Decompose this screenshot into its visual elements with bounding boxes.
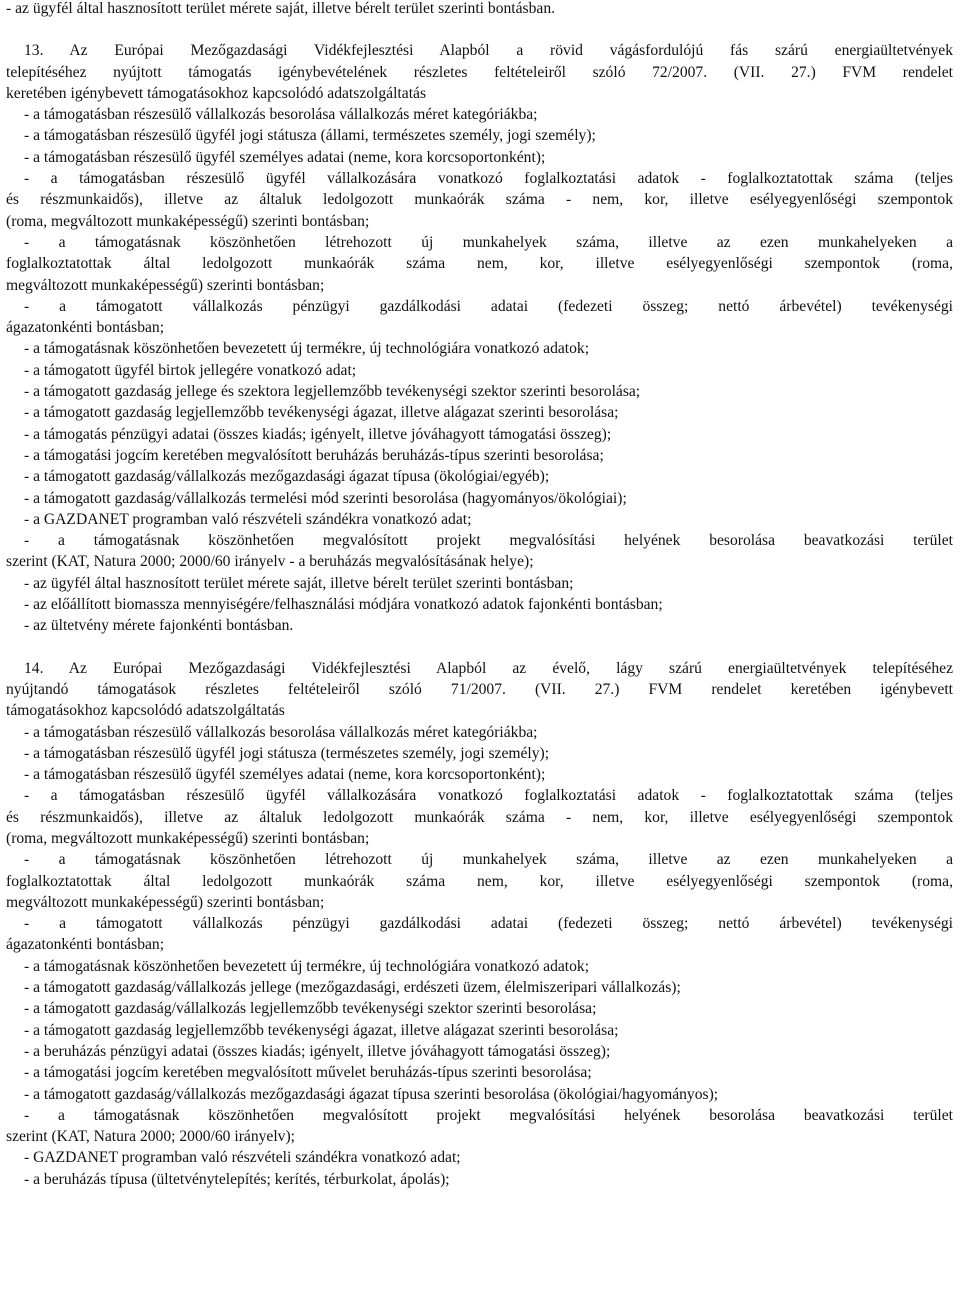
list-item-continuation: ágazatonkénti bontásban;: [6, 936, 165, 954]
section-13: [6, 40, 953, 636]
list-item: - a támogatásban részesülő ügyfél vállalkozására vonatkozó foglalkoztatási adatok - foglalkoztatottak száma (teljes: [24, 787, 953, 805]
list-item: - a támogatás pénzügyi adatai (összes kiadás; igényelt, illetve jóváhagyott támogatási összeg);: [24, 425, 612, 443]
list-item: - a támogatásban részesülő ügyfél személyes adatai (neme, kora korcsoportonként);: [24, 148, 546, 166]
list-item-continuation: és részmunkaidős), illetve az általuk ledolgozott munkaórák száma - nem, kor, illetve esélyegyenlőségi szempontok: [6, 191, 953, 209]
list-item: - a támogatásnak köszönhetően bevezetett új termékre, új technológiára vonatkozó adatok;: [24, 957, 590, 975]
list-item: - az ügyfél által hasznosított terület mérete saját, illetve bérelt terület szerinti bontásban.: [6, 0, 556, 17]
list-item: - az ültetvény mérete fajonkénti bontásban.: [24, 617, 294, 635]
list-item: - a támogatott vállalkozás pénzügyi gazdálkodási adatai (fedezeti összeg; nettó árbevétel) tevékenységi: [24, 915, 953, 933]
section-13-heading-line-1: 13. Az Európai Mezőgazdasági Vidékfejlesztési Alapból a rövid vágásfordulójú fás szárú energiaültetvények: [24, 42, 953, 60]
list-item: - GAZDANET programban való részvételi szándékra vonatkozó adat;: [24, 1149, 461, 1167]
list-item: - a támogatásban részesülő vállalkozás besorolása vállalkozás méret kategóriákba;: [24, 723, 538, 741]
list-item: - a támogatott gazdaság/vállalkozás mezőgazdasági ágazat típusa szerinti besorolása (ökológiai/hagyományos);: [24, 1085, 719, 1103]
list-item: - a beruházás típusa (ültetvénytelepítés; kerítés, térburkolat, ápolás);: [24, 1170, 450, 1188]
list-item-continuation: szerint (KAT, Natura 2000; 2000/60 irányelv);: [6, 1128, 295, 1146]
list-item-continuation: megváltozott munkaképességű) szerinti bontásban;: [6, 893, 325, 911]
section-14-heading-line-1: 14. Az Európai Mezőgazdasági Vidékfejlesztési Alapból az évelő, lágy szárú energiaültetvények telepítéséhez: [24, 659, 953, 677]
list-item: - az előállított biomassza mennyiségére/felhasználási módjára vonatkozó adatok fajonkénti bontásban;: [24, 596, 663, 614]
list-item-continuation: foglalkoztatottak által ledolgozott munkaórák száma nem, kor, illetve esélyegyenlőségi szempontok (roma,: [6, 255, 953, 273]
list-item: - a támogatási jogcím keretében megvalósított művelet beruházás-típus szerinti besorolása;: [24, 1064, 592, 1082]
section-13-heading-line-2: telepítéséhez nyújtott támogatás igénybevételének részletes feltételeiről szóló 72/2007. (VII. 27.) FVM rendelet: [6, 63, 953, 81]
list-item: - a beruházás pénzügyi adatai (összes kiadás; igényelt, illetve jóváhagyott támogatási összeg);: [24, 1042, 611, 1060]
paragraph-gap: [6, 19, 953, 40]
list-item: - a támogatásnak köszönhetően bevezetett új termékre, új technológiára vonatkozó adatok;: [24, 340, 590, 358]
list-item: - a támogatott ügyfél birtok jellegére vonatkozó adat;: [24, 361, 357, 379]
section-14-heading-line-3: támogatásokhoz kapcsolódó adatszolgáltatás: [6, 702, 285, 720]
list-item: - a támogatott gazdaság/vállalkozás jellege (mezőgazdasági, erdészeti üzem, élelmiszeripari vállalkozás);: [24, 979, 681, 997]
list-item: - a támogatásban részesülő vállalkozás besorolása vállalkozás méret kategóriákba;: [24, 106, 538, 124]
list-item-continuation: (roma, megváltozott munkaképességű) szerinti bontásban;: [6, 212, 370, 230]
list-item: - a támogatott gazdaság legjellemzőbb tevékenységi ágazat, illetve alágazat szerinti besorolása;: [24, 404, 619, 422]
list-item: - az ügyfél által hasznosított terület mérete saját, illetve bérelt terület szerinti bontásban;: [24, 574, 574, 592]
list-item: - a támogatásnak köszönhetően létrehozott új munkahelyek száma, illetve az ezen munkahelyeken a: [24, 851, 953, 869]
section-14: [6, 658, 953, 1190]
list-item-continuation: ágazatonkénti bontásban;: [6, 319, 165, 337]
section-14-heading-line-2: nyújtandó támogatások részletes feltételeiről szóló 71/2007. (VII. 27.) FVM rendelet keretében igénybevett: [6, 680, 953, 698]
list-item: - a támogatott gazdaság/vállalkozás legjellemzőbb tevékenységi szektor szerinti besorolása;: [24, 1000, 597, 1018]
section-13-heading-line-3: keretében igénybevett támogatásokhoz kapcsolódó adatszolgáltatás: [6, 84, 427, 102]
list-item: - a támogatásnak köszönhetően létrehozott új munkahelyek száma, illetve az ezen munkahelyeken a: [24, 233, 953, 251]
list-item: - a GAZDANET programban való részvételi szándékra vonatkozó adat;: [24, 510, 472, 528]
list-item: - a támogatott gazdaság/vállalkozás mezőgazdasági ágazat típusa (ökológiai/egyéb);: [24, 468, 550, 486]
paragraph-gap: [6, 637, 953, 658]
list-item: - a támogatásban részesülő ügyfél jogi státusza (természetes személy, jogi személy);: [24, 744, 550, 762]
list-item: - a támogatott gazdaság/vállalkozás termelési mód szerinti besorolása (hagyományos/ökológiai);: [24, 489, 627, 507]
list-item: - a támogatásban részesülő ügyfél személyes adatai (neme, kora korcsoportonként);: [24, 766, 546, 784]
list-item-continuation: (roma, megváltozott munkaképességű) szerinti bontásban;: [6, 829, 370, 847]
list-item-continuation: foglalkoztatottak által ledolgozott munkaórák száma nem, kor, illetve esélyegyenlőségi szempontok (roma,: [6, 872, 953, 890]
list-item: - a támogatásnak köszönhetően megvalósított projekt megvalósítási helyének besorolása beavatkozási terület: [24, 1106, 953, 1124]
list-item: - a támogatásnak köszönhetően megvalósított projekt megvalósítási helyének besorolása beavatkozási terület: [24, 532, 953, 550]
list-item: - a támogatásban részesülő ügyfél jogi státusza (állami, természetes személy, jogi személy);: [24, 127, 596, 145]
list-item-continuation: és részmunkaidős), illetve az általuk ledolgozott munkaórák száma - nem, kor, illetve esélyegyenlőségi szempontok: [6, 808, 953, 826]
list-item-continuation: megváltozott munkaképességű) szerinti bontásban;: [6, 276, 325, 294]
list-item-continuation: szerint (KAT, Natura 2000; 2000/60 irányelv - a beruházás megvalósításának helye);: [6, 553, 534, 571]
list-item: - a támogatásban részesülő ügyfél vállalkozására vonatkozó foglalkoztatási adatok - foglalkoztatottak száma (teljes: [24, 170, 953, 188]
list-item: - a támogatási jogcím keretében megvalósított beruházás beruházás-típus szerinti besorolása;: [24, 446, 604, 464]
list-item: - a támogatott gazdaság legjellemzőbb tevékenységi ágazat, illetve alágazat szerinti besorolása;: [24, 1021, 619, 1039]
list-item: - a támogatott vállalkozás pénzügyi gazdálkodási adatai (fedezeti összeg; nettó árbevétel) tevékenységi: [24, 297, 953, 315]
list-item: - a támogatott gazdaság jellege és szektora legjellemzőbb tevékenységi szektor szerinti besorolása;: [24, 383, 641, 401]
